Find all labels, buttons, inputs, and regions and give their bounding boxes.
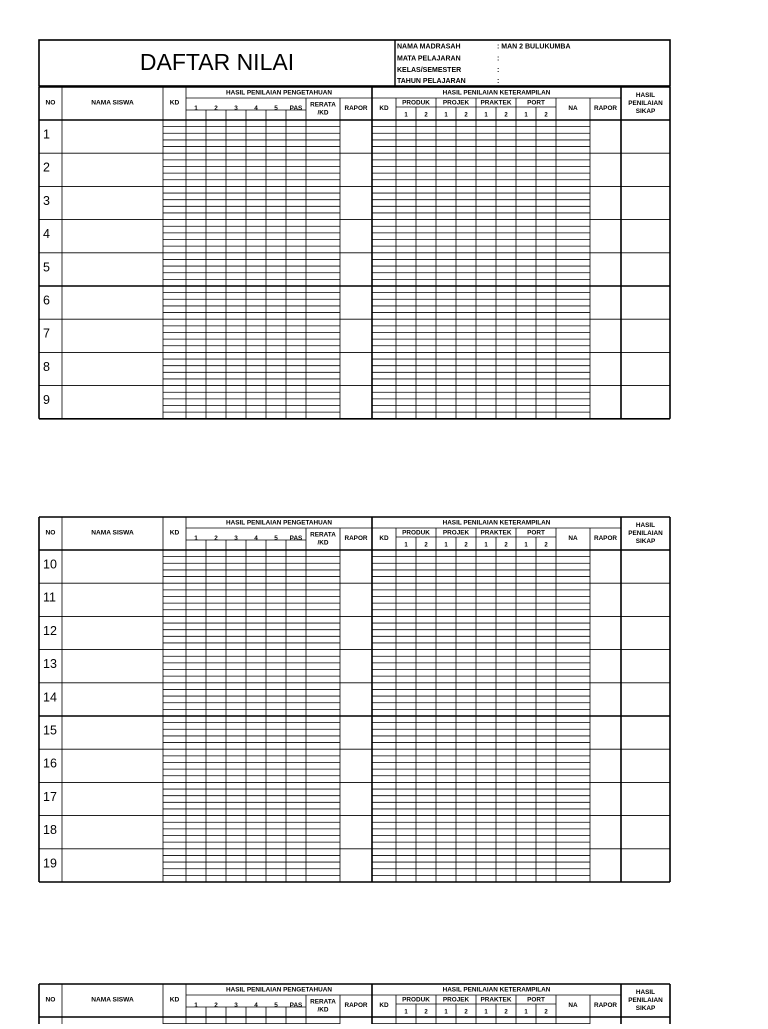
sikap-header: SIKAP (635, 538, 656, 545)
sikap-header: PENILAIAN (628, 530, 663, 537)
ket-kd-header: KD (379, 535, 389, 542)
ket-sub-header: 2 (504, 542, 508, 549)
grade-table-2 (39, 517, 670, 882)
peng-sub-header-2: 2 (214, 1002, 218, 1009)
document-header (39, 40, 670, 86)
ket-sub-header: 2 (424, 1009, 428, 1016)
ket-group-header-praktek: PRAKTEK (480, 996, 512, 1004)
peng-sub-header-pas: PAS (289, 105, 303, 112)
rapor-header: RAPOR (344, 535, 368, 542)
keterampilan-group-header: HASIL PENILAIAN KETERAMPILAN (442, 519, 551, 527)
peng-sub-header-5: 5 (274, 105, 278, 112)
ket-sub-header: 2 (544, 112, 548, 119)
sikap-header: SIKAP (635, 1005, 656, 1012)
col-kd-header: KD (169, 99, 180, 107)
col-nama-header: NAMA SISWA (91, 99, 134, 107)
sikap-header: HASIL (635, 92, 656, 99)
grade-table-3 (39, 984, 670, 1024)
ket-sub-header: 2 (464, 542, 468, 549)
rerata-header: RERATA (310, 531, 336, 539)
peng-sub-header-5: 5 (274, 535, 278, 542)
ket-group-header-projek: PROJEK (442, 996, 470, 1004)
col-no-header: NO (45, 529, 56, 537)
peng-sub-header-pas: PAS (289, 535, 303, 542)
ket-group-header-praktek: PRAKTEK (480, 529, 512, 537)
rerata-header-kd: /KD (317, 109, 329, 117)
sikap-header: PENILAIAN (628, 100, 663, 107)
ket-rapor-header: RAPOR (593, 1002, 618, 1009)
col-kd-header: KD (169, 996, 180, 1004)
ket-group-header-port: PORT (527, 99, 545, 107)
ket-group-header-produk: PRODUK (402, 99, 430, 107)
ket-sub-header: 1 (524, 112, 528, 119)
student-no: 6 (43, 293, 50, 308)
ket-group-header-praktek: PRAKTEK (480, 99, 512, 107)
student-no: 18 (43, 823, 57, 838)
peng-sub-header-3: 3 (234, 1002, 238, 1009)
ket-sub-header: 2 (504, 1009, 508, 1016)
ket-sub-header: 1 (484, 542, 488, 549)
student-no: 3 (43, 193, 50, 208)
ket-sub-header: 1 (484, 1009, 488, 1016)
ket-rapor-header: RAPOR (593, 105, 618, 112)
keterampilan-group-header: HASIL PENILAIAN KETERAMPILAN (442, 986, 551, 994)
col-nama-header: NAMA SISWA (91, 996, 134, 1004)
rerata-header-kd: /KD (317, 1006, 329, 1014)
student-no: 4 (43, 227, 50, 242)
info-value-tahun: : (497, 78, 500, 85)
student-no: 1 (43, 127, 50, 142)
na-header: NA (568, 1002, 578, 1009)
peng-sub-header-5: 5 (274, 1002, 278, 1009)
sikap-header: PENILAIAN (628, 997, 663, 1004)
ket-kd-header: KD (379, 1002, 389, 1009)
page-title: DAFTAR NILAI (139, 49, 295, 75)
ket-rapor-header: RAPOR (593, 535, 618, 542)
info-value-kelas: : (497, 67, 500, 74)
ket-sub-header: 2 (464, 112, 468, 119)
peng-sub-header-3: 3 (234, 535, 238, 542)
ket-sub-header: 1 (404, 542, 408, 549)
ket-sub-header: 2 (544, 1009, 548, 1016)
student-no: 19 (43, 856, 57, 871)
pengetahuan-group-header: HASIL PENILAIAN PENGETAHUAN (226, 986, 332, 994)
ket-group-header-produk: PRODUK (402, 996, 430, 1004)
ket-sub-header: 2 (424, 112, 428, 119)
ket-group-header-projek: PROJEK (442, 99, 470, 107)
keterampilan-group-header: HASIL PENILAIAN KETERAMPILAN (442, 89, 551, 97)
info-label-mapel: MATA PELAJARAN (397, 55, 461, 63)
student-no: 14 (43, 690, 57, 705)
ket-group-header-port: PORT (527, 996, 545, 1004)
peng-sub-header-4: 4 (254, 1002, 258, 1009)
info-label-kelas: KELAS/SEMESTER (397, 67, 462, 74)
col-kd-header: KD (169, 529, 180, 537)
student-no: 13 (43, 657, 57, 672)
sikap-header: HASIL (635, 522, 656, 529)
ket-sub-header: 1 (524, 542, 528, 549)
ket-sub-header: 2 (544, 542, 548, 549)
ket-sub-header: 2 (424, 542, 428, 549)
rapor-header: RAPOR (344, 105, 368, 112)
col-no-header: NO (45, 99, 56, 107)
rapor-header: RAPOR (344, 1002, 368, 1009)
peng-sub-header-3: 3 (234, 105, 238, 112)
peng-sub-header-1: 1 (194, 1002, 198, 1009)
info-value-mapel: : (497, 55, 500, 63)
ket-sub-header: 1 (444, 1009, 448, 1016)
student-no: 5 (43, 260, 50, 275)
student-no: 10 (43, 557, 57, 572)
ket-kd-header: KD (379, 105, 389, 112)
student-no: 16 (43, 756, 57, 771)
peng-sub-header-2: 2 (214, 535, 218, 542)
student-no: 9 (43, 393, 50, 408)
rerata-header: RERATA (310, 101, 336, 109)
peng-sub-header-4: 4 (254, 535, 258, 542)
ket-group-header-produk: PRODUK (402, 529, 430, 537)
peng-sub-header-1: 1 (194, 535, 198, 542)
ket-sub-header: 1 (444, 112, 448, 119)
student-no: 2 (43, 160, 50, 175)
info-label-tahun: TAHUN PELAJARAN (397, 78, 466, 85)
na-header: NA (568, 535, 578, 542)
rerata-header: RERATA (310, 998, 336, 1006)
peng-sub-header-pas: PAS (289, 1002, 303, 1009)
pengetahuan-group-header: HASIL PENILAIAN PENGETAHUAN (226, 519, 332, 527)
ket-sub-header: 2 (504, 112, 508, 119)
na-header: NA (568, 105, 578, 112)
grade-table-1 (39, 87, 670, 419)
student-no: 17 (43, 789, 57, 804)
col-nama-header: NAMA SISWA (91, 529, 134, 537)
ket-sub-header: 1 (484, 112, 488, 119)
student-no: 8 (43, 359, 50, 374)
student-no: 12 (43, 623, 57, 638)
student-no: 15 (43, 723, 57, 738)
peng-sub-header-2: 2 (214, 105, 218, 112)
ket-sub-header: 1 (444, 542, 448, 549)
student-no: 11 (43, 590, 56, 605)
ket-group-header-projek: PROJEK (442, 529, 470, 537)
grade-tables (39, 87, 670, 1024)
info-label-madrasah: NAMA MADRASAH (397, 43, 461, 51)
student-no: 7 (43, 326, 50, 341)
ket-group-header-port: PORT (527, 529, 545, 537)
info-value-madrasah: : MAN 2 BULUKUMBA (497, 43, 571, 51)
rerata-header-kd: /KD (317, 539, 329, 547)
pengetahuan-group-header: HASIL PENILAIAN PENGETAHUAN (226, 89, 332, 97)
ket-sub-header: 2 (464, 1009, 468, 1016)
peng-sub-header-1: 1 (194, 105, 198, 112)
ket-sub-header: 1 (404, 112, 408, 119)
header-frame (39, 40, 670, 86)
sikap-header: SIKAP (635, 108, 656, 115)
ket-sub-header: 1 (404, 1009, 408, 1016)
sikap-header: HASIL (635, 989, 656, 996)
peng-sub-header-4: 4 (254, 105, 258, 112)
col-no-header: NO (45, 996, 56, 1004)
ket-sub-header: 1 (524, 1009, 528, 1016)
